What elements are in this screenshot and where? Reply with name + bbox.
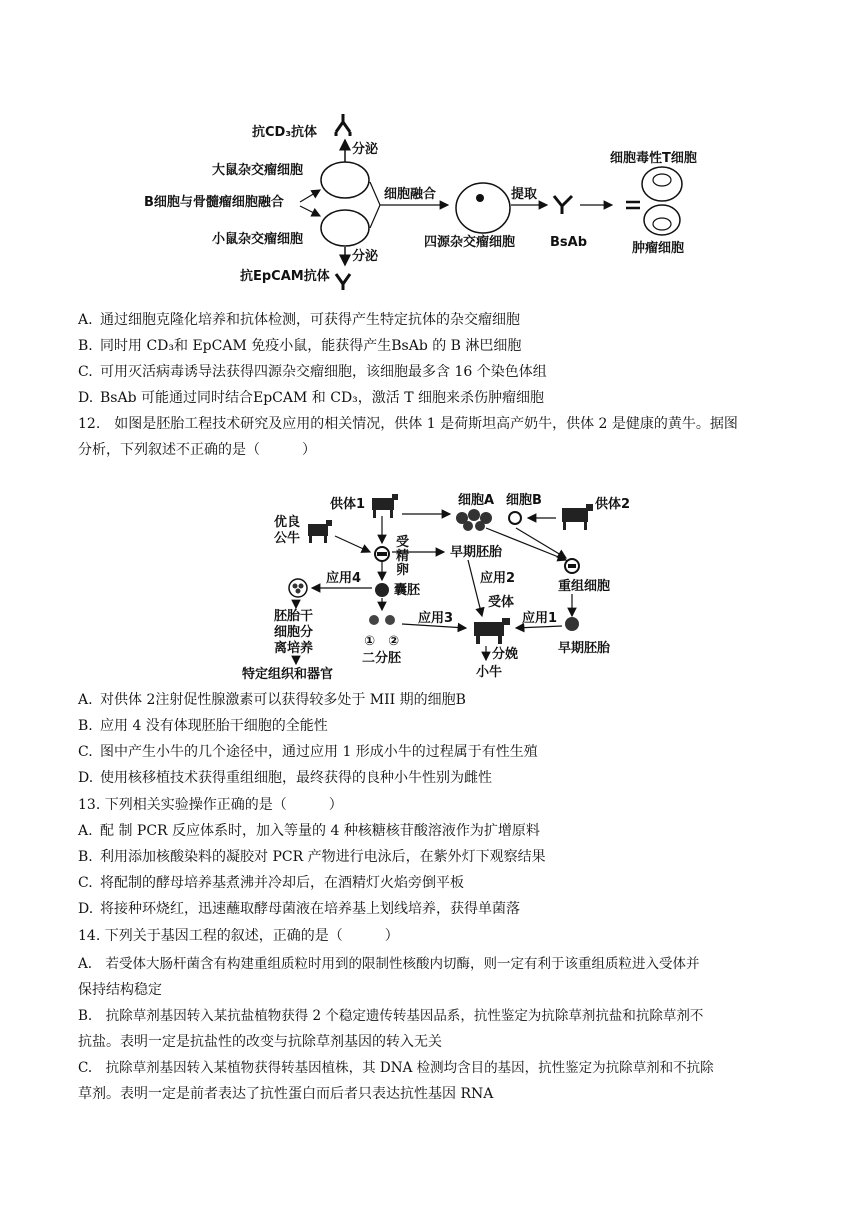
q11-option-a: A. 通过细胞克隆化培养和抗体检测，可获得产生特定抗体的杂交瘤细胞 [78,312,520,328]
quad-hybridoma-cell [456,183,510,233]
es-cell-label-3: 离培养 [274,641,314,656]
cell-b-icon [509,512,521,524]
recombinant-cell-label: 重组细胞 [558,579,611,594]
anti-epcam-label: 抗EpCAM抗体 [240,269,330,284]
good-bull-icon [308,520,332,543]
fusion-source-label: B细胞与骨髓瘤细胞融合 [144,195,284,210]
bsab-label: BsAb [550,235,588,250]
cow-donor2-icon [562,504,593,530]
tumor-cell-label: 肿瘤细胞 [632,241,685,256]
q11-option-d: D. BsAb 可能通过同时结合EpCAM 和 CD₃，激活 T 细胞来杀伤肿瘤细胞 [78,390,545,406]
cow-donor1-icon [372,494,398,518]
q14-option-c-line2: 草剂。表明一定是前者表达了抗性蛋白而后者只表达抗性基因 RNA [78,1086,494,1102]
application1-label: 应用1 [522,611,558,626]
good-bull-label-2: 公牛 [274,531,301,546]
es-cell-dish-icon [289,579,307,597]
q12-stem-line1: 12. 如图是胚胎工程技术研究及应用的相关情况，供体 1 是荷斯坦高产奶牛，供体 2 是健康的黄牛。据图 [78,416,738,432]
application3-label: 应用3 [418,611,454,626]
application4-label: 应用4 [326,571,362,586]
tissues-label: 特定组织和器官 [242,667,334,680]
fertilized-label-1: 受 [396,535,410,550]
q12-option-c: C. 图中产生小牛的几个途径中，通过应用 1 形成小牛的过程属于有性生殖 [78,744,538,760]
embryo-engineering-diagram [240,488,640,680]
anti-epcam-antibody-icon [336,274,350,290]
fertilized-label-2: 精 [396,549,410,564]
q12-option-b: B. 应用 4 没有体现胚胎干细胞的全能性 [78,718,328,734]
q11-option-b: B. 同时用 CD₃和 EpCAM 免疫小鼠，能获得产生BsAb 的 B 淋巴细胞 [78,338,522,354]
blastocyst-icon [375,583,389,597]
q12-stem-line2: 分析，下列叙述不正确的是（ ） [78,442,316,458]
birth-label: 分娩 [492,647,519,662]
donor1-label: 供体1 [330,497,366,512]
good-bull-label-1: 优良 [274,515,301,530]
q13-stem: 13. 下列相关实验操作正确的是（ ） [78,797,343,813]
q12-option-a: A. 对供体 2注射促性腺激素可以获得较多处于 MII 期的细胞B [78,692,466,708]
recipient-label: 受体 [488,595,515,610]
q13-option-d: D. 将接种环烧红，迅速蘸取酵母菌液在培养基上划线培养，获得单菌落 [78,901,520,917]
mouse-hybridoma-label: 小鼠杂交瘤细胞 [212,232,304,247]
q14-option-a-line2: 保持结构稳定 [78,982,162,998]
mouse-hybridoma-cell [321,210,369,246]
rat-hybridoma-cell [321,162,369,198]
split-labels: ① ② [364,634,400,649]
calf-label: 小牛 [476,665,503,680]
quad-hybridoma-label: 四源杂交瘤细胞 [424,235,516,250]
q12-option-d: D. 使用核移植技术获得重组细胞，最终获得的良种小牛性别为雌性 [78,770,492,786]
es-cell-label-1: 胚胎干 [274,609,314,624]
es-cell-label-2: 细胞分 [274,625,314,640]
secrete-bottom-label: 分泌 [352,249,379,264]
cell-a-label: 细胞A [458,493,495,508]
split-embryo-label: 二分胚 [362,651,402,666]
split-embryo-icon [369,615,395,625]
application2-label: 应用2 [480,571,516,586]
recipient-cow-icon [474,618,510,644]
early-embryo-bottom-icon [565,617,579,631]
donor2-label: 供体2 [595,497,631,512]
cell-fusion-label: 细胞融合 [384,187,437,202]
bsab-antibody-icon [554,196,572,214]
secrete-top-label: 分泌 [352,142,379,157]
q14-option-b-line2: 抗盐。表明一定是抗盐性的改变与抗除草剂基因的转入无关 [78,1034,442,1050]
q11-option-c: C. 可用灭活病毒诱导法获得四源杂交瘤细胞，该细胞最多含 16 个染色体组 [78,364,547,380]
cell-b-label: 细胞B [506,493,542,508]
blastocyst-label: 囊胚 [394,583,421,598]
fertilized-label-3: 卵 [396,563,410,578]
bsab-production-diagram [140,110,730,290]
q14-option-a-line1: A. 若受体大肠杆菌含有构建重组质粒时用到的限制性核酸内切酶，则一定有利于该重组质粒进入受体并 [78,956,700,972]
q13-option-a: A. 配 制 PCR 反应体系时，加入等量的 4 种核糖核苷酸溶液作为扩增原料 [78,823,540,839]
anti-cd3-label: 抗CD₃抗体 [252,125,318,140]
q14-option-c-line1: C. 抗除草剂基因转入某植物获得转基因植株，其 DNA 检测均含目的基因，抗性鉴定为抗除草剂和不抗除 [78,1060,714,1076]
rat-hybridoma-label: 大鼠杂交瘤细胞 [212,163,304,178]
t-cell-label: 细胞毒性T细胞 [610,151,697,166]
anti-cd3-antibody-icon [336,114,350,136]
q13-option-c: C. 将配制的酵母培养基煮沸并冷却后，在酒精灯火焰旁倒平板 [78,875,464,891]
q13-option-b: B. 利用添加核酸染料的凝胶对 PCR 产物进行电泳后，在紫外灯下观察结果 [78,849,546,865]
early-embryo-bottom-label: 早期胚胎 [558,641,611,656]
early-embryo-top-label: 早期胚胎 [450,545,503,560]
q14-option-b-line1: B. 抗除草剂基因转入某抗盐植物获得 2 个稳定遗传转基因品系，抗性鉴定为抗除草剂抗盐和抗除草剂不 [78,1008,704,1024]
q14-stem: 14. 下列关于基因工程的叙述，正确的是（ ） [78,928,399,944]
extract-label: 提取 [511,187,538,202]
